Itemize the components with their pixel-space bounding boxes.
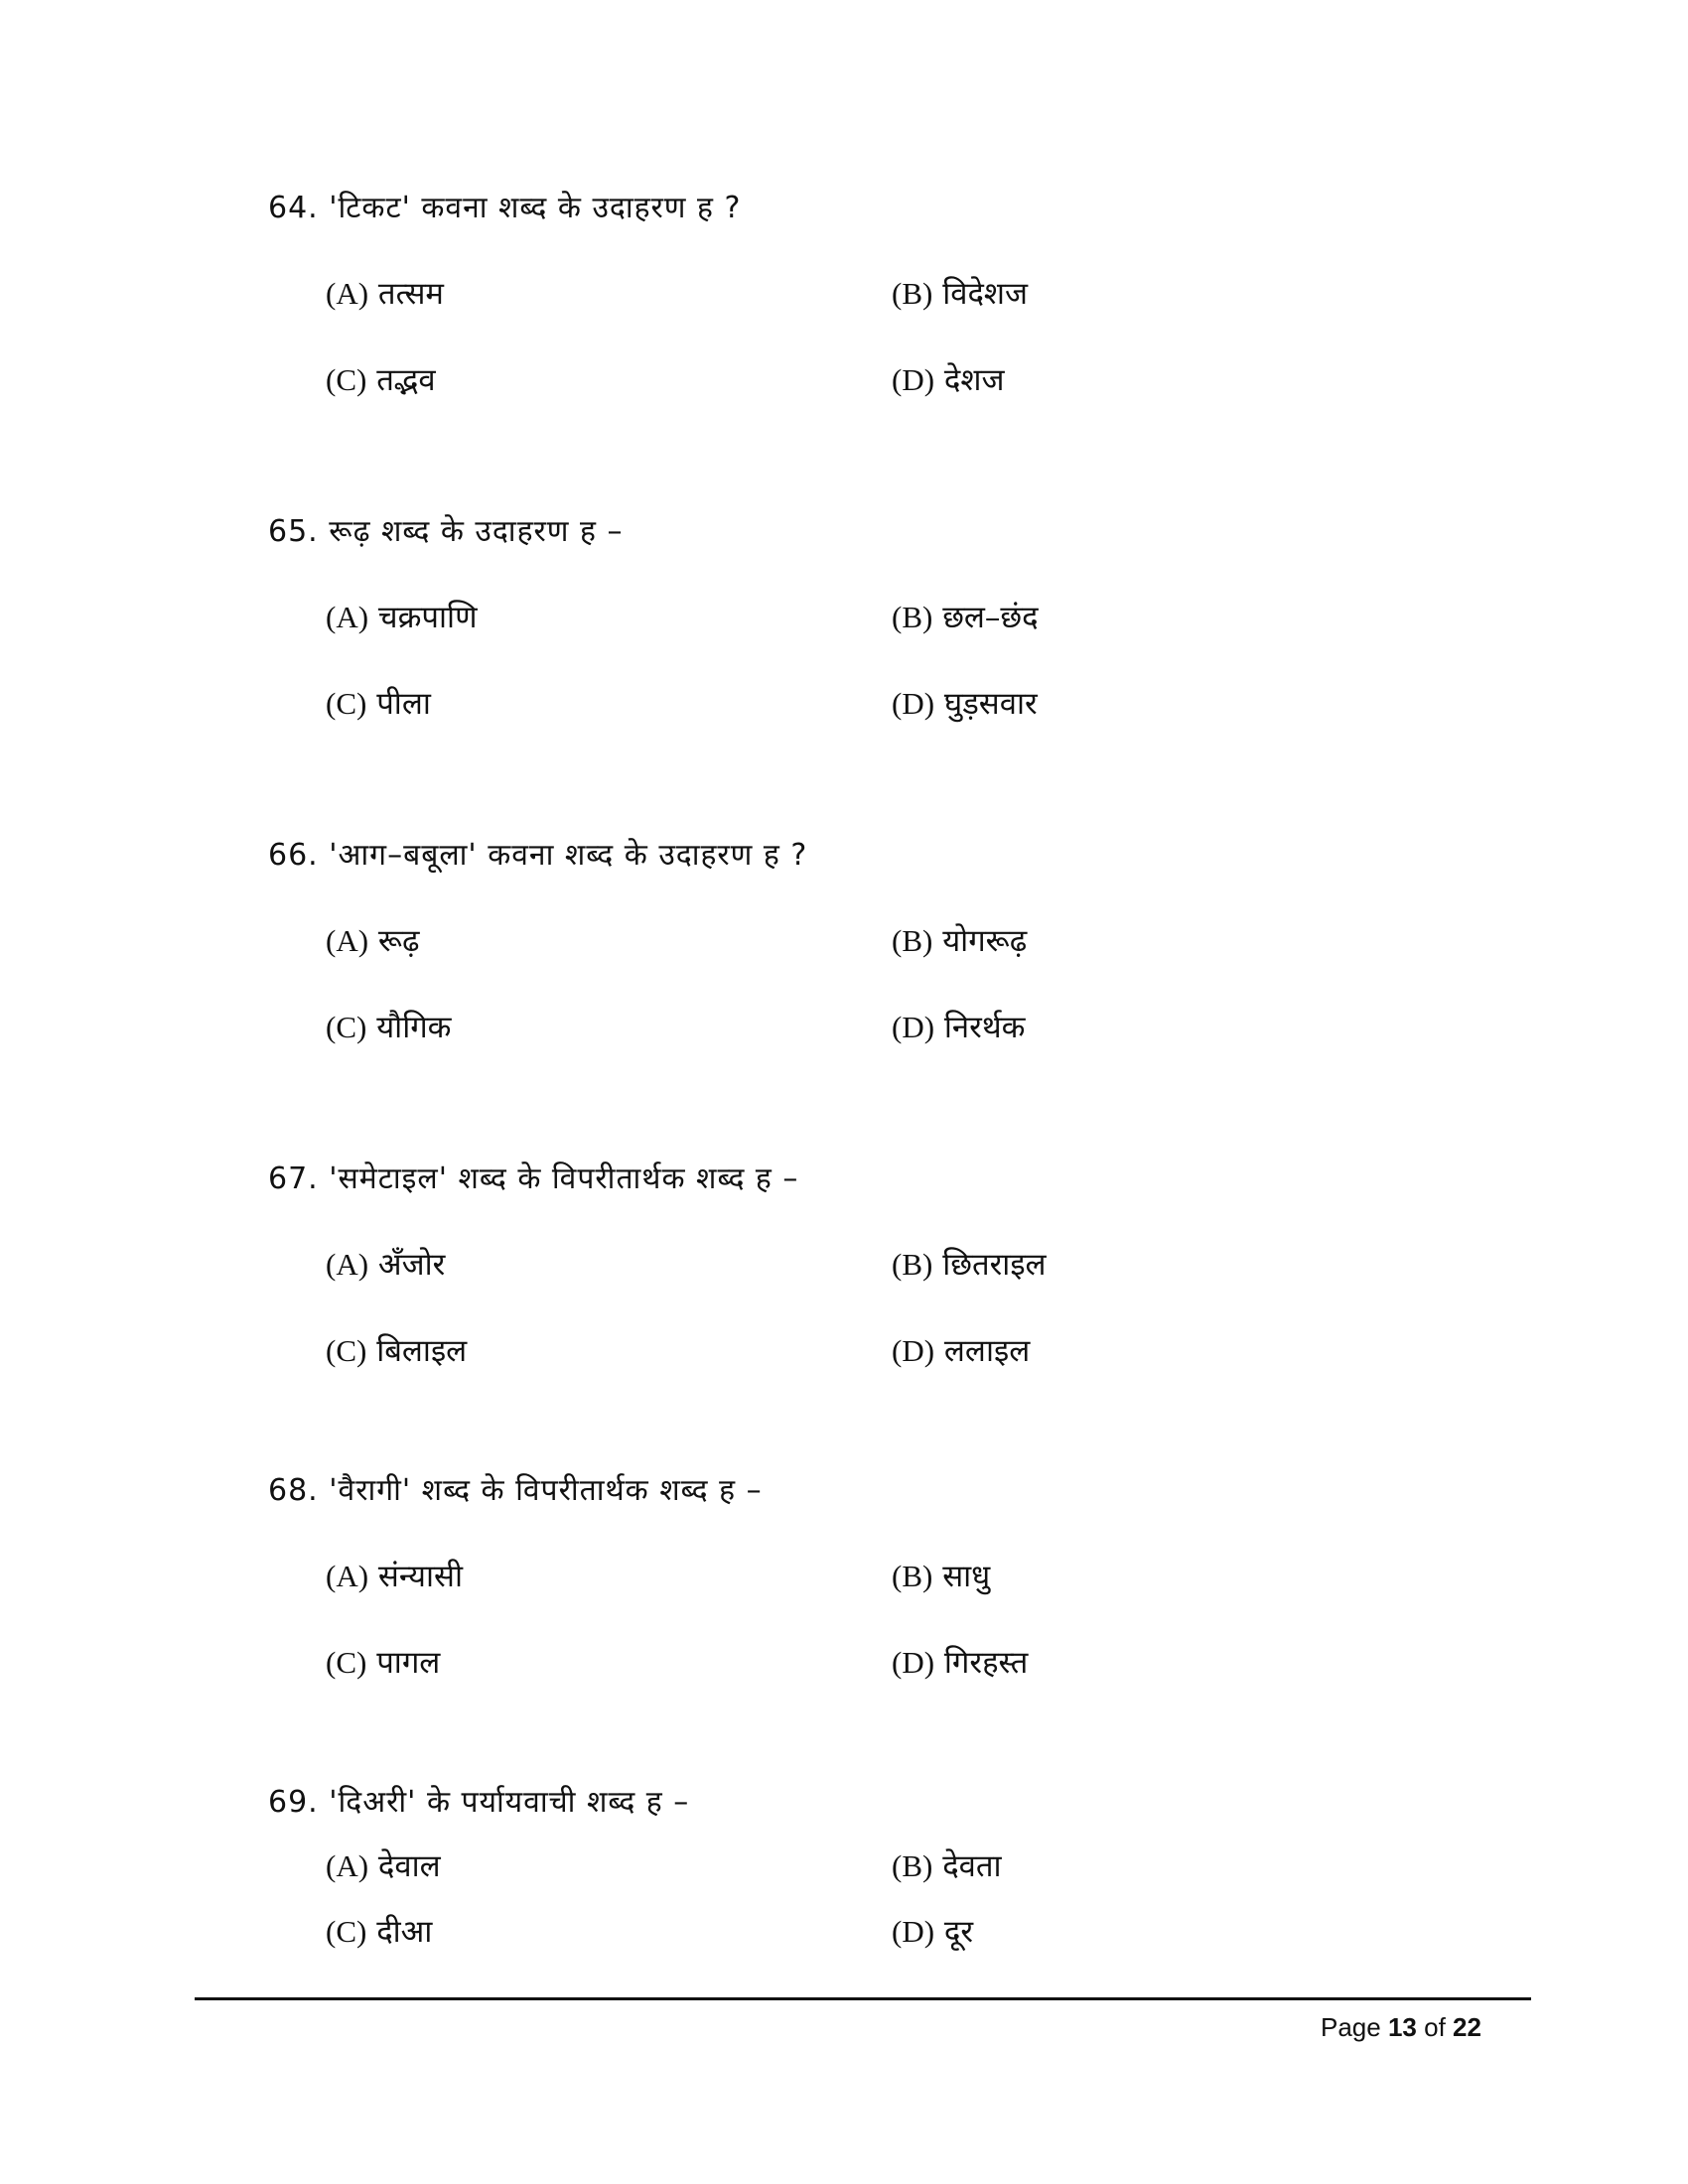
- option-text: निरर्थक: [943, 1010, 1026, 1045]
- question-64: [268, 187, 1519, 402]
- option-letter: (D): [892, 1010, 935, 1044]
- option-b: [892, 596, 1039, 639]
- options-row: [326, 596, 1519, 639]
- option-d: [892, 682, 1038, 726]
- option-letter: (B): [892, 1848, 933, 1883]
- question-number: 67.: [268, 1161, 319, 1196]
- option-text: बिलाइल: [376, 1333, 468, 1369]
- option-text: पीला: [376, 686, 431, 722]
- option-text: अँजोर: [377, 1247, 446, 1283]
- question-number: 65.: [268, 514, 319, 549]
- question-text: [268, 1781, 1519, 1825]
- option-letter: (B): [892, 600, 933, 634]
- option-c: [326, 1329, 467, 1373]
- option-a: [326, 272, 444, 316]
- options-row: [326, 1844, 1519, 1888]
- options-row: [326, 682, 1519, 726]
- option-c: [326, 682, 431, 726]
- question-prompt: 'आग–बबूला' कवना शब्द के उदाहरण ह ?: [329, 838, 808, 873]
- footer-divider: [195, 1997, 1531, 2000]
- option-a: [326, 596, 477, 639]
- options-row: [326, 1910, 1519, 1954]
- question-prompt: 'वैरागी' शब्द के विपरीतार्थक शब्द ह –: [329, 1473, 763, 1508]
- option-letter: (A): [326, 1247, 369, 1282]
- option-d: [892, 1329, 1030, 1373]
- option-d: [892, 1641, 1028, 1685]
- option-letter: (D): [892, 1645, 935, 1680]
- option-text: छल–छंद: [942, 600, 1039, 635]
- option-text: संन्यासी: [377, 1559, 464, 1594]
- question-prompt: 'समेटाइल' शब्द के विपरीतार्थक शब्द ह –: [329, 1161, 799, 1196]
- question-number: 66.: [268, 838, 319, 873]
- option-c: [326, 1641, 440, 1685]
- option-text: घुड़सवार: [943, 686, 1038, 722]
- question-text: [268, 510, 1519, 554]
- question-text: [268, 1469, 1519, 1513]
- question-text: [268, 834, 1519, 878]
- option-text: देशज: [943, 362, 1005, 398]
- options-row: [326, 1243, 1519, 1287]
- page-number: [1321, 2009, 1481, 2045]
- option-d: [892, 1910, 973, 1954]
- option-text: तत्सम: [377, 276, 444, 312]
- option-letter: (B): [892, 276, 933, 311]
- option-text: गिरहस्त: [943, 1645, 1029, 1681]
- question-prompt: 'टिकट' कवना शब्द के उदाहरण ह ?: [329, 191, 742, 225]
- option-text: पागल: [376, 1645, 441, 1681]
- option-letter: (D): [892, 362, 935, 397]
- option-b: [892, 1555, 990, 1598]
- option-text: देवाल: [377, 1848, 441, 1884]
- option-text: देवता: [942, 1848, 1002, 1884]
- option-letter: (C): [326, 362, 367, 397]
- option-text: ललाइल: [943, 1333, 1031, 1369]
- option-letter: (B): [892, 1559, 933, 1593]
- option-text: विदेशज: [942, 276, 1028, 312]
- option-text: दीआ: [376, 1914, 433, 1950]
- question-number: 68.: [268, 1473, 319, 1508]
- question-text: [268, 1158, 1519, 1201]
- question-69: [268, 1781, 1519, 1954]
- page-label: Page: [1321, 2012, 1381, 2042]
- option-b: [892, 1243, 1047, 1287]
- question-67: [268, 1158, 1519, 1373]
- option-letter: (D): [892, 1333, 935, 1368]
- option-c: [326, 358, 436, 402]
- question-number: 64.: [268, 191, 319, 225]
- option-letter: (C): [326, 1645, 367, 1680]
- question-prompt: 'दिअरी' के पर्यायवाची शब्द ह –: [329, 1785, 690, 1820]
- option-letter: (B): [892, 923, 933, 958]
- option-d: [892, 1006, 1025, 1049]
- options-row: [326, 272, 1519, 316]
- option-c: [326, 1006, 452, 1049]
- options-row: [326, 919, 1519, 963]
- question-number: 69.: [268, 1785, 319, 1820]
- option-letter: (A): [326, 1848, 369, 1883]
- options-row: [326, 1555, 1519, 1598]
- question-68: [268, 1469, 1519, 1685]
- option-letter: (A): [326, 923, 369, 958]
- option-text: योगरूढ़: [942, 923, 1028, 959]
- option-d: [892, 358, 1004, 402]
- option-letter: (A): [326, 1559, 369, 1593]
- option-a: [326, 1844, 441, 1888]
- option-a: [326, 919, 419, 963]
- page-of: of: [1424, 2012, 1446, 2042]
- option-letter: (C): [326, 1333, 367, 1368]
- options-row: [326, 358, 1519, 402]
- option-b: [892, 1844, 1002, 1888]
- option-text: यौगिक: [376, 1010, 452, 1045]
- option-b: [892, 272, 1028, 316]
- options-row: [326, 1006, 1519, 1049]
- options-row: [326, 1641, 1519, 1685]
- options-row: [326, 1329, 1519, 1373]
- option-letter: (A): [326, 600, 369, 634]
- question-text: [268, 187, 1519, 230]
- option-a: [326, 1555, 463, 1598]
- option-text: तद्भव: [376, 362, 436, 398]
- option-b: [892, 919, 1027, 963]
- option-text: साधु: [942, 1559, 991, 1594]
- question-prompt: रूढ़ शब्द के उदाहरण ह –: [329, 514, 624, 549]
- option-letter: (D): [892, 686, 935, 721]
- option-text: दूर: [943, 1914, 974, 1950]
- page-current: 13: [1387, 2012, 1417, 2042]
- option-a: [326, 1243, 445, 1287]
- page-total: 22: [1453, 2012, 1481, 2042]
- option-c: [326, 1910, 432, 1954]
- option-text: रूढ़: [377, 923, 420, 959]
- option-letter: (C): [326, 1010, 367, 1044]
- option-letter: (D): [892, 1914, 935, 1949]
- question-66: [268, 834, 1519, 1049]
- option-text: छितराइल: [942, 1247, 1047, 1283]
- option-text: चक्रपाणि: [377, 600, 478, 635]
- option-letter: (B): [892, 1247, 933, 1282]
- option-letter: (A): [326, 276, 369, 311]
- question-65: [268, 510, 1519, 726]
- option-letter: (C): [326, 686, 367, 721]
- option-letter: (C): [326, 1914, 367, 1949]
